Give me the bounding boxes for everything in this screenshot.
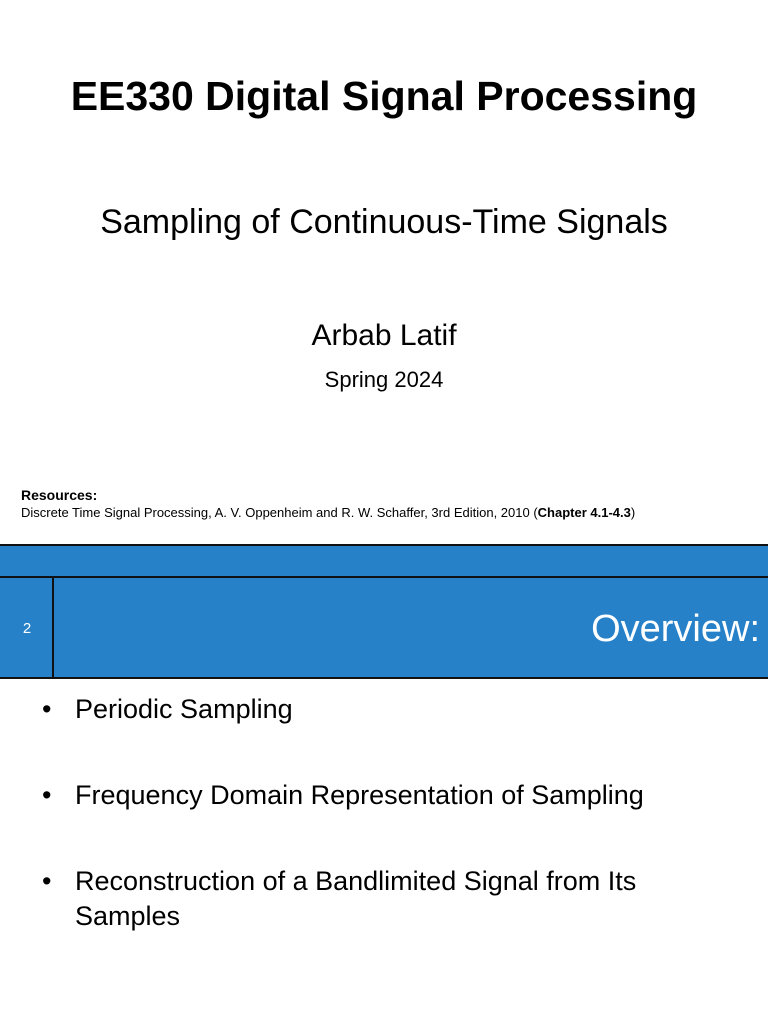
list-item	[42, 692, 742, 727]
overview-header-band	[0, 544, 768, 679]
bullet-text: Periodic Sampling	[75, 694, 293, 724]
citation-chapter: Chapter 4.1-4.3	[537, 505, 631, 520]
resources-citation	[21, 504, 761, 521]
overview-bullet-list	[42, 692, 742, 985]
resources-block	[21, 486, 761, 521]
bullet-icon: •	[42, 866, 52, 896]
list-item	[42, 864, 742, 934]
bullet-icon: •	[42, 694, 52, 724]
bullet-text: Reconstruction of a Bandlimited Signal from Its Samples	[75, 866, 637, 931]
author-name: Arbab Latif	[311, 319, 457, 352]
course-title: EE330 Digital Signal Processing	[70, 73, 698, 119]
header-top-divider	[0, 576, 768, 578]
term-label: Spring 2024	[324, 367, 444, 392]
resources-heading: Resources:	[21, 487, 98, 503]
citation-close: )	[630, 505, 636, 520]
overview-heading: Overview:	[591, 608, 760, 650]
lecture-subtitle: Sampling of Continuous-Time Signals	[100, 203, 668, 241]
bullet-text: Frequency Domain Representation of Sampling	[75, 780, 644, 810]
header-vertical-divider	[52, 577, 54, 679]
list-item	[42, 778, 742, 813]
slide-number: 2	[22, 620, 32, 637]
citation-text: Discrete Time Signal Processing, A. V. Oppenheim and R. W. Schaffer, 3rd Edition, 2010 (	[21, 505, 538, 520]
bullet-icon: •	[42, 780, 52, 810]
